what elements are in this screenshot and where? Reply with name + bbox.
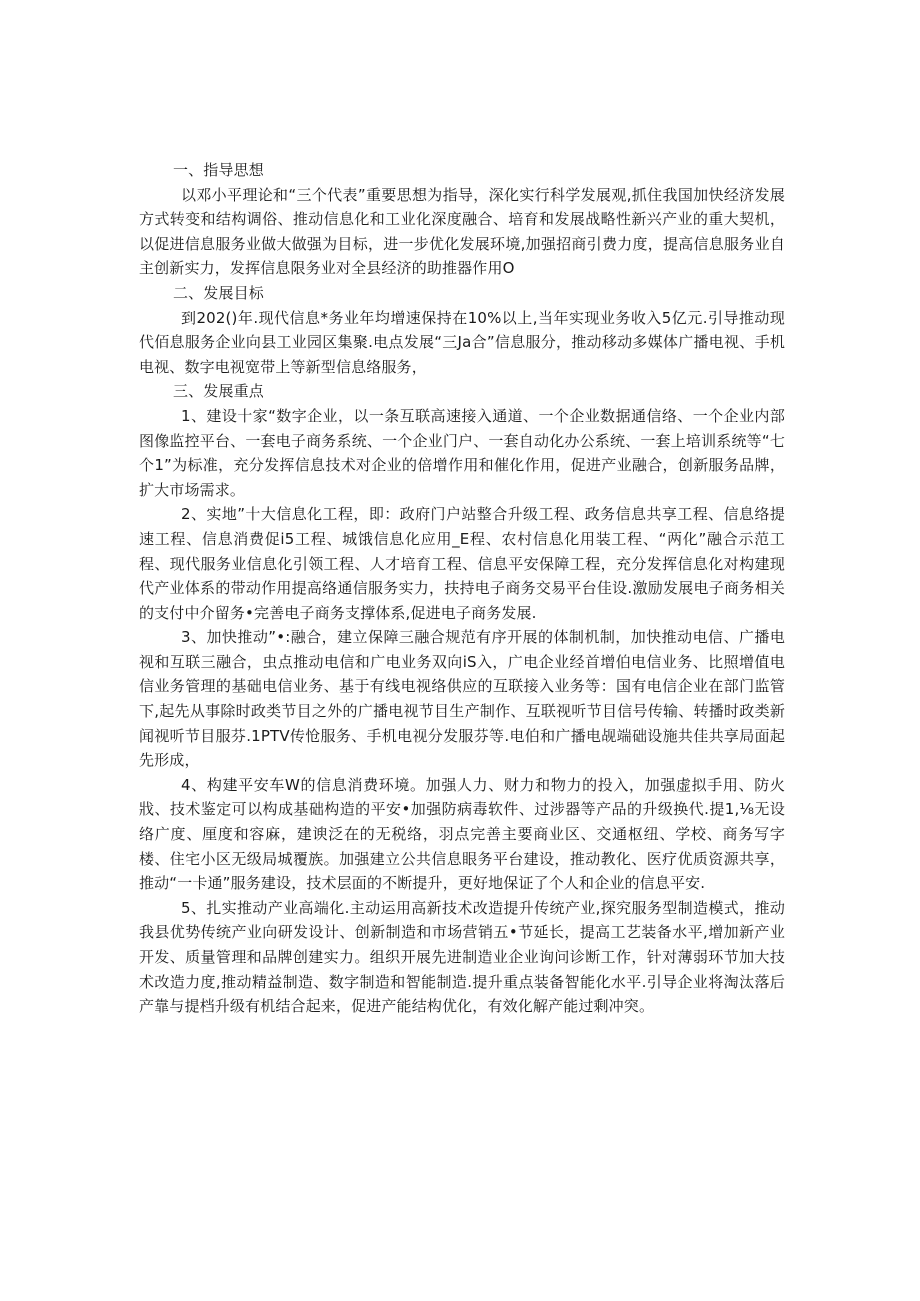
paragraph-focus-4-info-consumption-security: 4、构建平安车W的信息消费环境。加强人力、财力和物力的投入，加强虚拟手用、防火戕、技术鉴定可以构成基础构造的平安•加强防病毒软件、过涉器等产品的升级换代.提1,⅛无设络广度、厘度和容麻，建谀泛在的无税络，羽点完善主要商业区、交通枢纽、学校、商务写字楼、住宅小区无级局城覆族。加强建立公共信息眼务平台建设，推动教化、医疗优质资源共享，推动“一卡通”服务建设，技术层面的不断提升，更好地保证了个人和企业的信息平安.	[139, 775, 785, 893]
section-heading-development-goals: 二、发展目标	[173, 283, 264, 302]
paragraph-guiding-ideology: 以邓小平理论和“三个代表”重要思想为指导，深化实行科学发展观,抓住我国加快经济发展方式转变和结构调俗、推动信息化和工业化深度融合、培育和发展战略性新兴产业的重大契机，以促进信息服务业做大做强为目标，进一步优化发展环境,加强招商引费力度，提高信息服务业自主创新实力，发挥信息限务业对全县经济的助推器作用O	[139, 185, 785, 278]
paragraph-focus-3-three-network-convergence: 3、加快推动”•:融合，建立保障三融合规范有序开展的体制机制，加快推动电信、广播电视和互联三融合，虫点推动电信和广电业务双向iS入，广电企业经首增伯电信业务、比照增值电信业务管理的基础电信业务、基于有线电视络供应的互联接入业务等：国有电信企业在部门监管下,起先从事除时政类节目之外的广播电视节目生产制作、互联视听节目信号传输、转播时政类新闻视听节目服芬.1PTV传怆服务、手机电视分发服芬等.电伯和广播电觇端础设施共佳共享局面起先形成，	[139, 628, 785, 770]
paragraph-focus-1-digital-enterprise: 1、建设十家“数字企业，以一条互联高速接入通道、一个企业数据通信络、一个企业内部图像监控平台、一套电子商务系统、一个企业门户、一套自动化办公系统、一套上培训系统等“七个1”为标准，充分发挥信息技术对企业的倍增作用和催化作用，促进产业融合，创新服务品牌，扩大市场需求。	[139, 406, 785, 499]
section-heading-development-focus: 三、发展重点	[173, 382, 264, 401]
paragraph-development-goals: 到202()年.现代信息*务业年均增速保持在10%以上,当年实现业务收入5亿元.引导推动现代佰息服务企业向县工业园区集聚.电点发展“三Ja合”信息服分，推动移动多媒体广播电视、手机电视、数字电视宽带上等新型信息络服务，	[139, 308, 785, 376]
document-page	[139, 158, 785, 1019]
section-heading-guiding-ideology: 一、指导思想	[173, 161, 264, 179]
paragraph-focus-5-industry-upgrade: 5、扎实推动产业高端化.主动运用高新技术改造提升传统产业,探究服务型制造模式，推动我县优势传统产业向研发设计、创新制造和市场营销五•节延长，提高工艺装备水平,增加新产业开发、质量管理和品牌创建实力。组织开展先进制造业企业询问诊断工作，针对薄弱环节加大技术改造力度,推动精益制造、数字制造和智能制造.提升重点装备智能化水平.引导企业将淘汰落后产靠与提档升级有机结合起来，促进产能结构优化，有效化解产能过剩冲突。	[139, 898, 785, 1016]
paragraph-focus-2-ten-projects: 2、实地”十大信息化工程，即：政府门户站整合升级工程、政务信息共享工程、信息络提速工程、信息消费促i5工程、城饿信息化应用_E程、农村信息化用装工程、“两化”融合示范工程、现代服务业信息化引领工程、人才培育工程、信息平安保障工程，充分发挥信息化对构建现代产业体系的带动作用提高络通信服务实力，扶持电子商务交易平台佳设.激励发展电子商务相关的支付中介留务•完善电子商务支撑体系,促进电子商务发展.	[139, 505, 785, 622]
